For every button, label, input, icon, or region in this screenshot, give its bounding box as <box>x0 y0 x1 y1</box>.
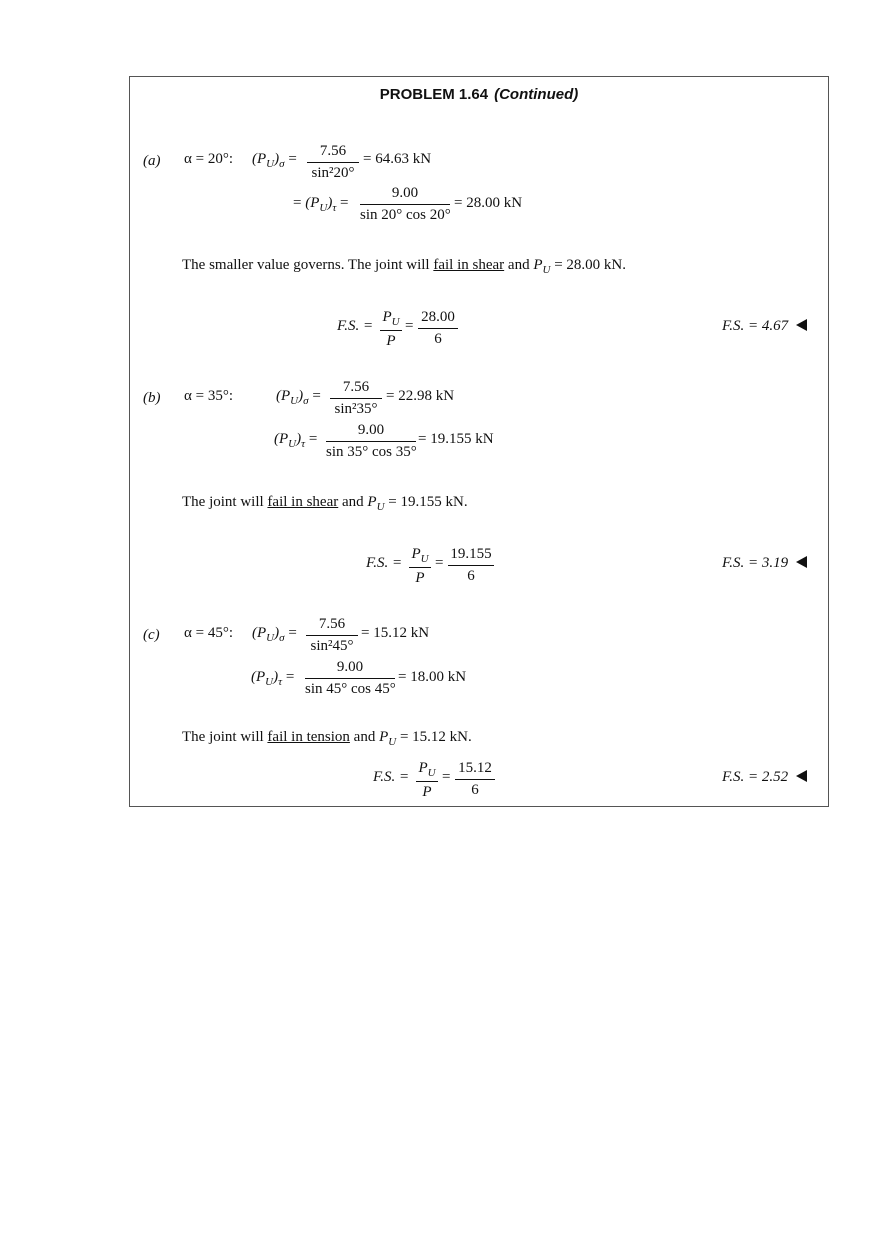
part-c-fs-lhs: F.S. = <box>373 769 410 785</box>
part-c-answer: F.S. = 2.52 <box>722 769 807 786</box>
part-c-tau-lhs: $(P_U)_\tau$ = <box>251 669 295 688</box>
part-c-angle: α = 45°: <box>184 625 233 641</box>
part-a-answer: F.S. = 4.67 <box>722 318 807 335</box>
part-b-tau-lhs: $(P_U)_\tau$ = <box>274 431 318 450</box>
part-a-sigma-lhs: $(P_U)_\sigma$ = <box>252 151 297 170</box>
part-a-sigma-fraction <box>307 143 359 182</box>
part-b-label: (b) <box>143 390 161 406</box>
part-a-fs-fraction <box>418 309 458 348</box>
part-c-tau-den: sin 45° cos 45° <box>305 681 396 697</box>
part-b-fs-pu-fraction: $\frac{P_U}{P}$ <box>409 546 431 587</box>
part-c-conclusion: The joint will fail in tension and $P_U = 15.12$ kN. <box>182 729 472 748</box>
part-b-fs-fraction <box>448 546 494 585</box>
part-b-tau-result: = 19.155 kN <box>418 431 494 447</box>
part-b-angle: α = 35°: <box>184 388 233 404</box>
part-b-sigma-result: = 22.98 kN <box>386 388 455 404</box>
part-a-tau-den: sin 20° cos 20° <box>360 207 451 223</box>
answer-marker-icon <box>796 556 807 568</box>
problem-number: PROBLEM 1.64 <box>379 86 489 103</box>
part-b-tau-den: sin 35° cos 35° <box>326 444 417 460</box>
part-a-conclusion: The smaller value governs. The joint will fail in shear and $P_U = 28.00$ kN. <box>182 257 626 276</box>
part-a-tau-num: 9.00 <box>360 185 450 205</box>
part-c-failure-mode: fail in tension <box>267 729 350 745</box>
page-title <box>130 86 828 103</box>
part-b-sigma-num: 7.56 <box>330 379 382 399</box>
part-c-tau-num: 9.00 <box>305 659 395 679</box>
part-a-tau-fraction <box>360 185 450 224</box>
part-a-fs-num: 28.00 <box>418 309 458 329</box>
part-a-fs-lhs: F.S. = <box>337 318 374 334</box>
part-c-fs-pu-fraction: $\frac{P_U}{P}$ <box>416 760 438 801</box>
part-c-sigma-den: sin²45° <box>310 638 354 654</box>
part-b-sigma-lhs: $(P_U)_\sigma$ = <box>276 388 321 407</box>
part-c-sigma-fraction <box>306 616 358 655</box>
part-c-tau-result: = 18.00 kN <box>398 669 467 685</box>
part-b-conclusion: The joint will fail in shear and $P_U = 19.155$ kN. <box>182 494 468 513</box>
part-b-failure-mode: fail in shear <box>267 494 339 510</box>
part-b-sigma-fraction <box>330 379 382 418</box>
part-a-sigma-den: sin²20° <box>311 165 355 181</box>
part-c-sigma-num: 7.56 <box>306 616 358 636</box>
part-b-fs-den: 6 <box>467 568 475 584</box>
part-a-sigma-result: = 64.63 kN <box>363 151 432 167</box>
part-a-label: (a) <box>143 153 161 169</box>
part-b-sigma-den: sin²35° <box>334 401 378 417</box>
answer-marker-icon <box>796 770 807 782</box>
part-c-tau-fraction <box>305 659 395 698</box>
part-c-sigma-result: = 15.12 kN <box>361 625 430 641</box>
continued-label: (Continued) <box>494 86 579 103</box>
part-c-sigma-lhs: $(P_U)_\sigma$ = <box>252 625 297 644</box>
answer-marker-icon <box>796 319 807 331</box>
part-b-tau-fraction <box>326 422 416 461</box>
part-c-fs-den: 6 <box>471 782 479 798</box>
part-a-tau-lhs: = $(P_U)_\tau$ = <box>293 195 349 214</box>
part-a-tau-result: = 28.00 kN <box>454 195 523 211</box>
part-b-answer: F.S. = 3.19 <box>722 555 807 572</box>
part-a-angle: α = 20°: <box>184 151 233 167</box>
part-b-fs-num: 19.155 <box>448 546 494 566</box>
part-a-failure-mode: fail in shear <box>433 257 505 273</box>
part-a-fs-pu-fraction: $\frac{P_U}{P}$ <box>380 309 402 350</box>
part-b-fs-lhs: F.S. = <box>366 555 403 571</box>
part-c-fs-fraction <box>455 760 495 799</box>
part-b-tau-num: 9.00 <box>326 422 416 442</box>
part-a-sigma-num: 7.56 <box>307 143 359 163</box>
part-c-label: (c) <box>143 627 160 643</box>
part-c-fs-num: 15.12 <box>455 760 495 780</box>
part-a-fs-den: 6 <box>434 331 442 347</box>
